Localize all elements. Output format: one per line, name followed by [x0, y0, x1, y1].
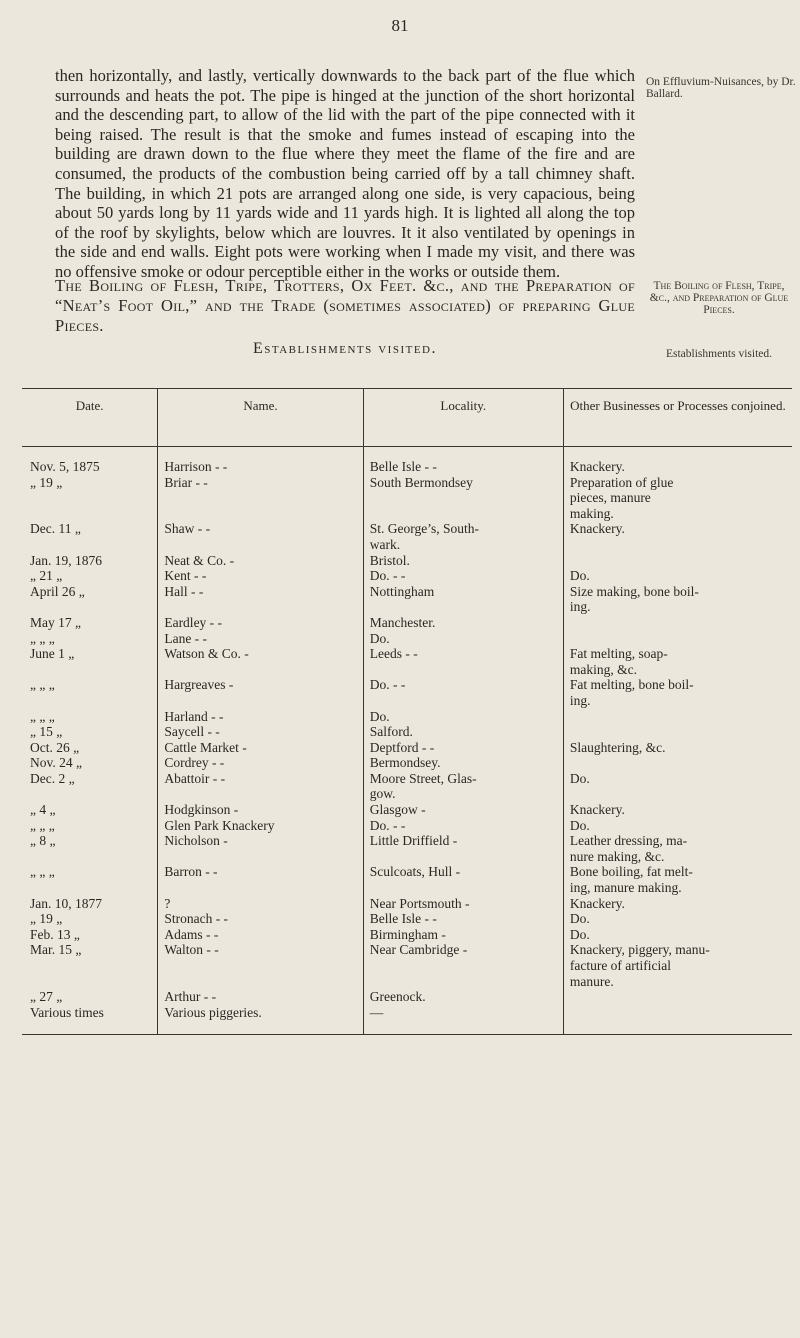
table-row — [22, 942, 792, 958]
date-cell — [22, 662, 158, 678]
other-cell: Knackery. — [563, 802, 792, 818]
locality-cell — [363, 693, 563, 709]
table-row — [22, 849, 792, 865]
other-cell: nure making, &c. — [563, 849, 792, 865]
header-name: Name. — [158, 389, 363, 447]
locality-cell — [363, 849, 563, 865]
other-cell — [563, 1005, 792, 1035]
locality-cell — [363, 662, 563, 678]
date-cell: May 17 „ — [30, 614, 81, 630]
locality-cell — [363, 506, 563, 522]
date-cell — [22, 880, 158, 896]
name-cell: Various piggeries. — [158, 1005, 363, 1035]
date-cell: „ 27 „ — [30, 989, 63, 1005]
margin-note-effluvium: On Effluvium-Nuisances, by Dr. Ballard. — [646, 76, 796, 100]
date-cell: „ 19 „ — [30, 911, 63, 927]
name-cell: Stronach - - — [158, 911, 363, 927]
other-cell: pieces, manure — [563, 490, 792, 506]
other-cell: Do. — [563, 818, 792, 834]
date-cell: Jan. 10, 1877 — [30, 895, 102, 911]
date-cell: Feb. 13 „ — [30, 926, 80, 942]
other-cell — [563, 989, 792, 1005]
date-cell: June 1 „ — [30, 646, 75, 662]
locality-cell: Greenock. — [363, 989, 563, 1005]
other-cell: Leather dressing, ma- — [563, 833, 792, 849]
locality-cell — [363, 958, 563, 974]
locality-cell: Near Portsmouth - — [363, 896, 563, 912]
other-cell: Size making, bone boil- — [563, 584, 792, 600]
date-cell: Dec. 11 „ — [30, 521, 81, 537]
locality-cell: Bristol. — [363, 553, 563, 569]
name-cell: Watson & Co. - — [158, 646, 363, 662]
other-cell: Slaughtering, &c. — [563, 740, 792, 756]
table-row — [22, 646, 792, 662]
table-row — [22, 677, 792, 693]
other-cell: Do. — [563, 927, 792, 943]
date-cell: „ 19 „ — [30, 474, 63, 490]
locality-cell: Belle Isle - - — [363, 447, 563, 475]
date-cell — [22, 958, 158, 974]
date-cell: „ „ „ — [30, 708, 55, 724]
date-cell — [22, 786, 158, 802]
table-row — [22, 724, 792, 740]
table-row — [22, 475, 792, 491]
date-cell: „ „ „ — [30, 677, 55, 693]
date-cell: Dec. 2 „ — [30, 770, 75, 786]
other-cell — [563, 615, 792, 631]
name-cell: Shaw - - — [158, 521, 363, 537]
name-cell: Glen Park Knackery — [158, 818, 363, 834]
other-cell: Fat melting, soap- — [563, 646, 792, 662]
table-body — [22, 447, 792, 1035]
margin-note-establishments: Establishments visited. — [665, 348, 773, 360]
other-cell — [563, 786, 792, 802]
other-cell: Do. — [563, 911, 792, 927]
locality-cell — [363, 880, 563, 896]
locality-cell: Near Cambridge - — [363, 942, 563, 958]
other-cell: making. — [563, 506, 792, 522]
header-date: Date. — [22, 389, 158, 447]
date-cell: „ „ „ — [30, 817, 55, 833]
name-cell: Nicholson - — [158, 833, 363, 849]
locality-cell: Bermondsey. — [363, 755, 563, 771]
header-other: Other Businesses or Processes conjoined. — [563, 389, 792, 447]
name-cell: Barron - - — [158, 864, 363, 880]
other-cell — [563, 724, 792, 740]
table-row — [22, 537, 792, 553]
table-row — [22, 584, 792, 600]
other-cell: making, &c. — [563, 662, 792, 678]
name-cell: Abattoir - - — [158, 771, 363, 787]
locality-cell: gow. — [363, 786, 563, 802]
locality-cell: Sculcoats, Hull - — [363, 864, 563, 880]
date-cell: April 26 „ — [30, 583, 85, 599]
name-cell — [158, 974, 363, 990]
table-row — [22, 662, 792, 678]
other-cell: Knackery, piggery, manu- — [563, 942, 792, 958]
date-cell: „ 4 „ — [30, 802, 56, 818]
name-cell — [158, 786, 363, 802]
other-cell: Fat melting, bone boil- — [563, 677, 792, 693]
table-row — [22, 490, 792, 506]
name-cell: Kent - - — [158, 568, 363, 584]
locality-cell: Nottingham — [363, 584, 563, 600]
other-cell — [563, 631, 792, 647]
name-cell: Cattle Market - — [158, 740, 363, 756]
table-row — [22, 568, 792, 584]
locality-cell: Birmingham - — [363, 927, 563, 943]
other-cell: ing, manure making. — [563, 880, 792, 896]
table-row — [22, 599, 792, 615]
table-header-row — [22, 389, 792, 447]
other-cell: Knackery. — [563, 896, 792, 912]
table-row — [22, 553, 792, 569]
name-cell: Walton - - — [158, 942, 363, 958]
table-row — [22, 521, 792, 537]
date-cell: Nov. 24 „ — [30, 755, 82, 771]
date-cell — [22, 693, 158, 709]
table-row — [22, 974, 792, 990]
locality-cell: Leeds - - — [363, 646, 563, 662]
other-cell — [563, 553, 792, 569]
table-row — [22, 989, 792, 1005]
table-row — [22, 506, 792, 522]
name-cell: Hall - - — [158, 584, 363, 600]
locality-cell: Little Driffield - — [363, 833, 563, 849]
table-row — [22, 958, 792, 974]
name-cell — [158, 693, 363, 709]
name-cell: Saycell - - — [158, 724, 363, 740]
name-cell: Harland - - — [158, 709, 363, 725]
other-cell: ing. — [563, 693, 792, 709]
other-cell: Do. — [563, 771, 792, 787]
other-cell: facture of artificial — [563, 958, 792, 974]
locality-cell — [363, 974, 563, 990]
locality-cell: Do. - - — [363, 818, 563, 834]
date-cell: „ 15 „ — [30, 724, 63, 740]
locality-cell: — — [363, 1005, 563, 1035]
name-cell: ? — [158, 896, 363, 912]
other-cell: Knackery. — [563, 521, 792, 537]
locality-cell: Do. - - — [363, 677, 563, 693]
name-cell: Neat & Co. - — [158, 553, 363, 569]
date-cell — [22, 490, 158, 506]
date-cell: Oct. 26 „ — [30, 739, 80, 755]
header-locality: Locality. — [363, 389, 563, 447]
date-cell: „ 8 „ — [30, 833, 56, 849]
table-row — [22, 927, 792, 943]
table-row — [22, 818, 792, 834]
name-cell — [158, 662, 363, 678]
locality-cell — [363, 490, 563, 506]
other-cell: ing. — [563, 599, 792, 615]
other-cell: manure. — [563, 974, 792, 990]
date-cell: Various times — [22, 1005, 158, 1035]
name-cell: Adams - - — [158, 927, 363, 943]
locality-cell: Deptford - - — [363, 740, 563, 756]
table-row — [22, 786, 792, 802]
name-cell: Hargreaves - — [158, 677, 363, 693]
date-cell: „ „ „ — [30, 864, 55, 880]
locality-cell: Belle Isle - - — [363, 911, 563, 927]
name-cell — [158, 958, 363, 974]
establishments-table — [22, 388, 792, 1035]
date-cell: „ 21 „ — [30, 568, 63, 584]
name-cell: Cordrey - - — [158, 755, 363, 771]
locality-cell — [363, 599, 563, 615]
table-row — [22, 911, 792, 927]
name-cell: Arthur - - — [158, 989, 363, 1005]
locality-cell: Do. — [363, 709, 563, 725]
date-cell: Nov. 5, 1875 — [30, 459, 100, 474]
name-cell: Harrison - - — [158, 447, 363, 475]
locality-cell: wark. — [363, 537, 563, 553]
other-cell: Bone boiling, fat melt- — [563, 864, 792, 880]
table-row — [22, 896, 792, 912]
date-cell — [22, 599, 158, 615]
name-cell: Lane - - — [158, 631, 363, 647]
margin-note-boiling: The Boiling of Flesh, Tripe, &c., and Preparation of Glue Pieces. — [649, 280, 789, 316]
table-row — [22, 864, 792, 880]
other-cell — [563, 709, 792, 725]
locality-cell: Manchester. — [363, 615, 563, 631]
other-cell — [563, 537, 792, 553]
other-cell: Do. — [563, 568, 792, 584]
date-cell — [22, 849, 158, 865]
table-row — [22, 693, 792, 709]
table-row — [22, 755, 792, 771]
table-row — [22, 802, 792, 818]
body-paragraph: then horizontally, and lastly, vertically downwards to the back part of the flue which surrounds and heats the pot. The pipe is hinged at the junction of the short horizontal and the descending part, to allow of the lid with the part of the pipe connected with it being raised. The result is that the smoke and fumes instead of escaping into the building are drawn down to the flue where they meet the flame of the fire and are consumed, the products of the combustion being carried off by a tall chimney shaft. The building, in which 21 pots are arranged along one side, is very capacious, being about 50 yards long by 11 yards wide and 11 yards high. It is lighted all along the top of the roof by skylights, below which are louvres. It it also ventilated by openings in the side and end walls. Eight pots were working when I made my visit, and there was no offensive smoke or odour perceptible either in the works or outside them. — [55, 66, 635, 281]
other-cell: Preparation of glue — [563, 475, 792, 491]
date-cell — [22, 537, 158, 553]
locality-cell: Salford. — [363, 724, 563, 740]
locality-cell: Glasgow - — [363, 802, 563, 818]
table-row — [22, 1005, 792, 1035]
table-row — [22, 740, 792, 756]
table-row — [22, 833, 792, 849]
name-cell — [158, 599, 363, 615]
name-cell: Hodgkinson - — [158, 802, 363, 818]
date-cell: Mar. 15 „ — [30, 942, 82, 958]
name-cell — [158, 880, 363, 896]
table-row — [22, 615, 792, 631]
date-cell: „ „ „ — [30, 630, 55, 646]
date-cell — [22, 974, 158, 990]
other-cell — [563, 755, 792, 771]
locality-cell: St. George’s, South- — [363, 521, 563, 537]
locality-cell: South Bermondsey — [363, 475, 563, 491]
name-cell — [158, 490, 363, 506]
table-row — [22, 771, 792, 787]
other-cell: Knackery. — [563, 447, 792, 475]
table-row — [22, 447, 792, 475]
locality-cell: Do. — [363, 631, 563, 647]
page-number: 81 — [391, 16, 409, 35]
locality-cell: Moore Street, Glas- — [363, 771, 563, 787]
name-cell — [158, 506, 363, 522]
name-cell: Eardley - - — [158, 615, 363, 631]
locality-cell: Do. - - — [363, 568, 563, 584]
name-cell — [158, 849, 363, 865]
date-cell: Jan. 19, 1876 — [30, 552, 102, 568]
table-row — [22, 709, 792, 725]
date-cell — [22, 506, 158, 522]
section-heading: The Boiling of Flesh, Tripe, Trotters, Ox Feet. &c., and the Preparation of “Neat’s Foot Oil,” and the Trade (sometimes associated) of preparing Glue Pieces. — [55, 276, 635, 335]
table-row — [22, 880, 792, 896]
table-row — [22, 631, 792, 647]
subheading-establishments: Establishments visited. — [252, 340, 437, 357]
name-cell: Briar - - — [158, 475, 363, 491]
name-cell — [158, 537, 363, 553]
